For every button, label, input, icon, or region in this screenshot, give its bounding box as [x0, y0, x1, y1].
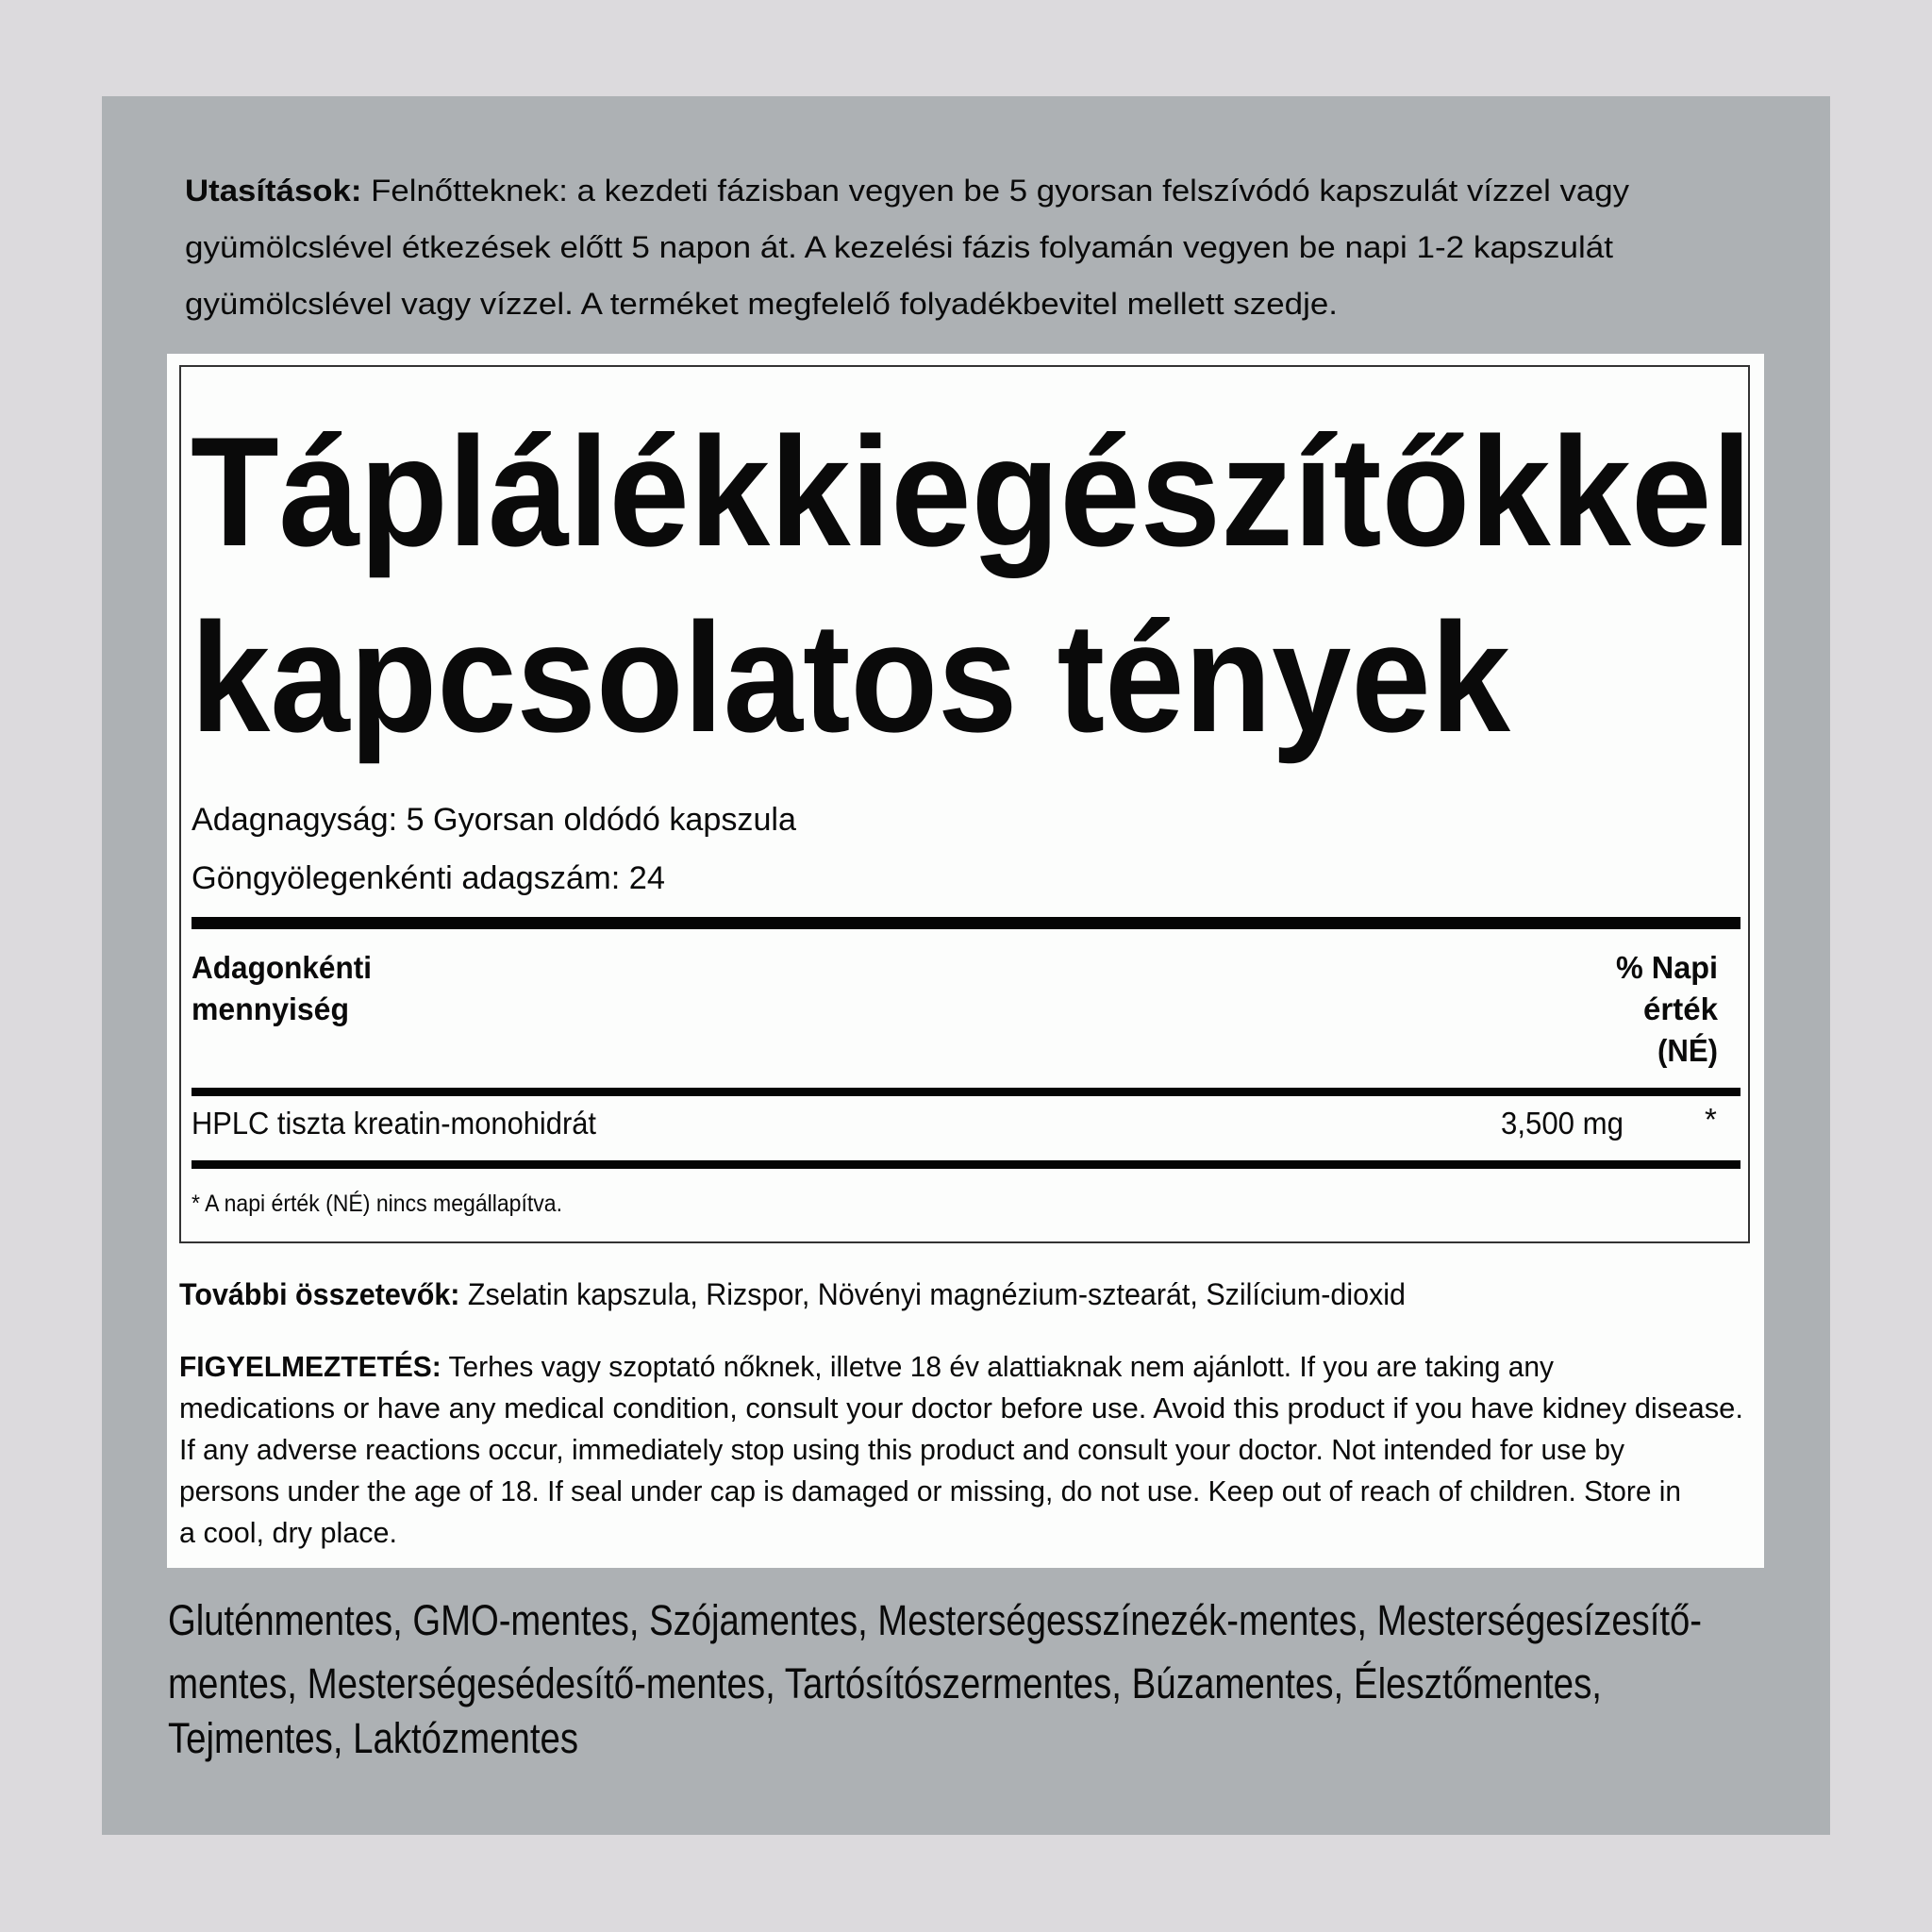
table-header: [192, 950, 1719, 1068]
warning: [179, 1350, 1743, 1549]
ingredient-dv: *: [1705, 1102, 1717, 1137]
warning-line-3: If any adverse reactions occur, immediately stop using this product and consult your doctor. Not intended for use by: [179, 1433, 1625, 1466]
free-from-line-2: mentes, Mesterségesédesítő-mentes, Tartósítószermentes, Búzamentes, Élesztőmentes,: [168, 1659, 1602, 1707]
other-ingredients: További összetevők: Zselatin kapszula, Rizspor, Növényi magnézium-sztearát, Szilícium-dioxid: [179, 1277, 1454, 1311]
header-amount-line-1: Adagonkénti: [192, 950, 372, 985]
dv-footnote: * A napi érték (NÉ) nincs megállapítva.: [192, 1191, 594, 1217]
table-row: [192, 1102, 1717, 1141]
directions-label: Utasítások:: [185, 174, 348, 208]
warning-line-4: persons under the age of 18. If seal under cap is damaged or missing, do not use. Keep out of reach of children. Store in: [179, 1474, 1681, 1507]
free-from-line-1: Gluténmentes, GMO-mentes, Szójamentes, Mesterségesszínezék-mentes, Mesterségesízesítő-: [168, 1596, 1702, 1644]
facts-title: [191, 405, 1752, 764]
servings-per-container: Göngyölegenkénti adagszám: 24: [192, 860, 665, 896]
ingredient-amount: 3,500 mg: [1501, 1106, 1624, 1141]
warning-line-5: a cool, dry place.: [179, 1516, 397, 1549]
header-dv-line-2: érték: [1643, 991, 1719, 1026]
facts-title-line-2: kapcsolatos tények: [191, 591, 1511, 764]
header-dv-line-3: (NÉ): [1657, 1033, 1718, 1068]
free-from-line-3: Tejmentes, Laktózmentes: [168, 1714, 578, 1762]
facts-title-line-1: Táplálékkiegészítőkkel: [191, 405, 1752, 578]
directions-line-3: gyümölcslével vagy vízzel. A terméket megfelelő folyadékbevitel mellett szedje.: [185, 287, 1338, 321]
directions: [185, 174, 1629, 321]
directions-line-1: Utasítások: Felnőtteknek: a kezdeti fázisban vegyen be 5 gyorsan felszívódó kapszulát vízzel vagy: [185, 174, 1528, 208]
ingredient-name: HPLC tiszta kreatin-monohidrát: [192, 1106, 596, 1141]
free-from-claims: [168, 1596, 1702, 1762]
warning-label: FIGYELMEZTETÉS:: [179, 1350, 451, 1383]
warning-line-1: FIGYELMEZTETÉS: Terhes vagy szoptató nőknek, illetve 18 év alattiaknak nem ajánlott. If you are taking any: [179, 1350, 1593, 1383]
header-dv-line-1: % Napi: [1616, 950, 1718, 985]
header-amount-line-2: mennyiség: [192, 991, 349, 1026]
serving-size: Adagnagyság: 5 Gyorsan oldódó kapszula: [192, 802, 797, 838]
other-ingredients-label: További összetevők:: [179, 1277, 475, 1311]
warning-line-2: medications or have any medical condition, consult your doctor before use. Avoid this product if you have kidney disease.: [179, 1391, 1743, 1424]
directions-line-2: gyümölcslével étkezések előtt 5 napon át. A kezelési fázis folyamán vegyen be napi 1-2 kapszulát: [185, 230, 1614, 264]
